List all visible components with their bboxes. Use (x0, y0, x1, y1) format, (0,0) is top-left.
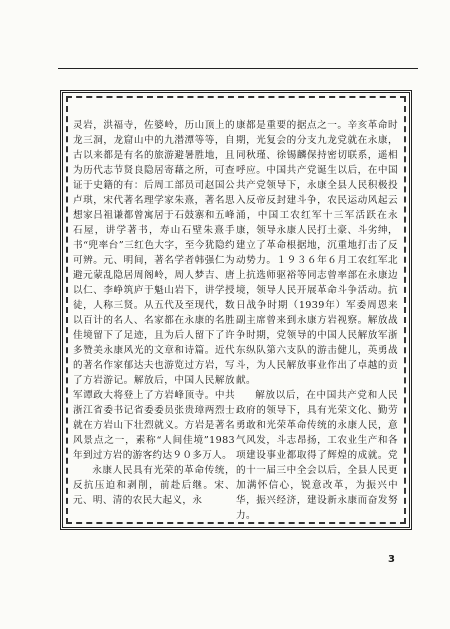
paragraph: 永康人民具有光荣的革命传统，反抗压迫和剥削，前赴后继。宋、元、明、清的农民大起义，永 (73, 465, 235, 506)
header-rule (58, 68, 418, 69)
paragraph: 康都是重要的据点之一。辛亥革命时期，光复会的分支九龙党就在永康，同秋瑾、徐锡麟保持密切联系，遥相呼应。中国共产党诞生以后，在中国共产党领导下，永康全县人民积极投入反帝反封建斗争，农民运动风起云涌，中国工农红军十三军活跃在永康，领导永康人民打土豪、斗劣绅，建立了革命根据地，沉重地打击了反动势力。１９３６年６月工农红军北上抗选师驱裕等同志曾率部在永康边境，领导人民开展革命斗争活动。抗日战争时期（1939年）军委周恩来副主席曾来到永康方岩视察。解放战争时期，党领导的中国人民解放军浙东纵队第六支队的游击健儿，英勇战斗，为人民解放事业作出了卓越的贡献。 (236, 120, 398, 386)
page-number: 3 (388, 554, 395, 565)
text-column-right (236, 118, 398, 521)
text-column-left (73, 118, 235, 510)
paragraph: 解放以后，在中国共产党和人民政府的领导下，具有光荣文化、勤劳勇敢和光荣革命传统的永康人民，意气风发，斗志昂扬，工农业生产和各项建设事业都取得了辉煌的成就。党的十一届三中全会以后，全县人民更加满怀信心，锐意改革，为振兴中华，振兴经济，建设新永康而奋发努力。 (236, 390, 398, 521)
paragraph: 灵岩，洪福寺，佐婆岭，历山顶上的龙三洞，龙窟山中的九潜潭等等，自古以来都是有名的旅游避暑胜地，且为历代志节贤良隐居寄藉之所，可查证于史籍的有：后周工部员司赵国公卢琪，宋代著名理学家朱熹，著名思想家吕祖谦都曾寓居于石鼓寨和五峰石屋，讲学著书，寿山石壁朱熹手书“兜率台”三红色大字，至今犹隐约可辨。元、明间，著名学者韩强仁为避元蒙乱隐居周阁岭，周人梦吉、唐以仁、李峥筑庐于魁山岩下，讲学授徒，人称三贤。从五代及至现代，数以百计的名人、名家都在永康的名胜佳境留下了足迹，且为后人留下了许多赞美永康风光的文章和诗篇。近代的著名作家郁达夫也游览过方岩，写了方岩游记。解放后，中国人民解放军谭政大将登上了方岩峰顶寺。中共浙江省委书记省委委员张贵璋两烈士就在方岩山下壮烈就义。方岩是著名风景点之一，素称“人间佳境”1983年到过方岩的游客约达９０多万人。 (73, 120, 235, 461)
